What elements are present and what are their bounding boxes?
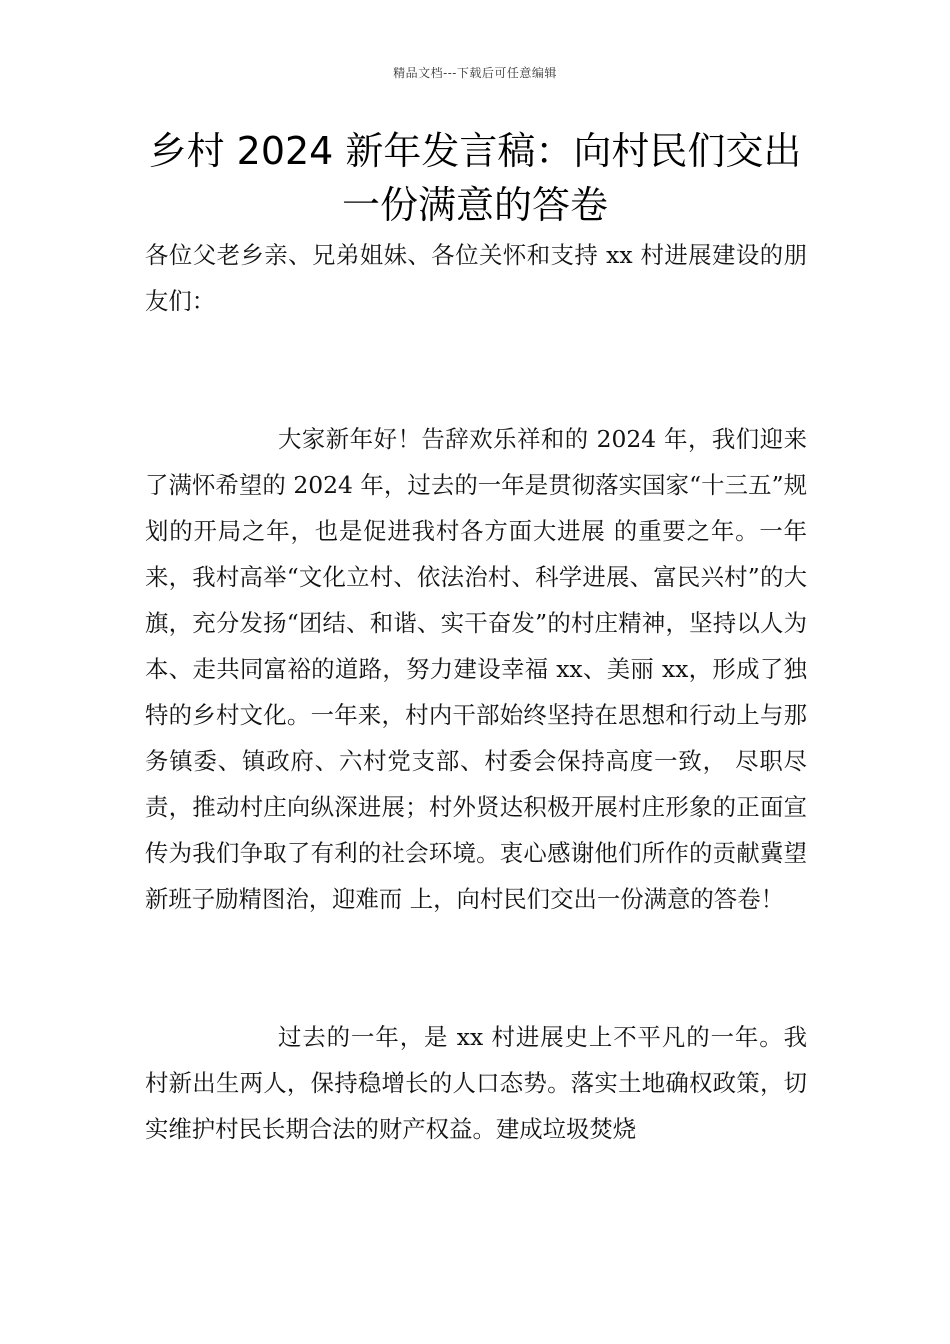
body-paragraph-1: 大家新年好！告辞欢乐祥和的 2024 年，我们迎来了满怀希望的 2024 年，过去的一年是贯彻落实国家“十三五”规划的开局之年，也是促进我村各方面大进展 的重要之年。一年来，我村高举“文化立村、依法治村、科学进展、富民兴村”的大旗，充分发扬“团结、和谐、实干奋发”的村庄精神，坚持以人为本、走共同富裕的道路，努力建设幸福 xx、美丽 xx，形成了独特的乡村文化。一年来，村内干部始终坚持在思想和行动上与那务镇委、镇政府、六村党支部、村委会保持高度一致， 尽职尽责，推动村庄向纵深进展；村外贤达积极开展村庄形象的正面宣传为我们争取了有利的社会环境。衷心感谢他们所作的贡献冀望新班子励精图治，迎难而 上，向村民们交出一份满意的答卷！ xyxy=(145,425,807,913)
document-body xyxy=(145,232,807,1152)
document-title: 乡村 2024 新年发言稿：向村民们交出一份满意的答卷 xyxy=(148,129,802,227)
header-note: 精品文档---下载后可任意编辑 xyxy=(393,66,557,80)
paragraph-spacer xyxy=(145,324,807,416)
paragraph-spacer xyxy=(145,922,807,1014)
body-paragraph-2: 过去的一年，是 xx 村进展史上不平凡的一年。我村新出生两人，保持稳增长的人口态势。落实土地确权政策，切实维护村民长期合法的财产权益。建成垃圾焚烧 xyxy=(145,1023,807,1143)
salutation-paragraph: 各位父老乡亲、兄弟姐妹、各位关怀和支持 xx 村进展建设的朋友们： xyxy=(145,241,807,315)
